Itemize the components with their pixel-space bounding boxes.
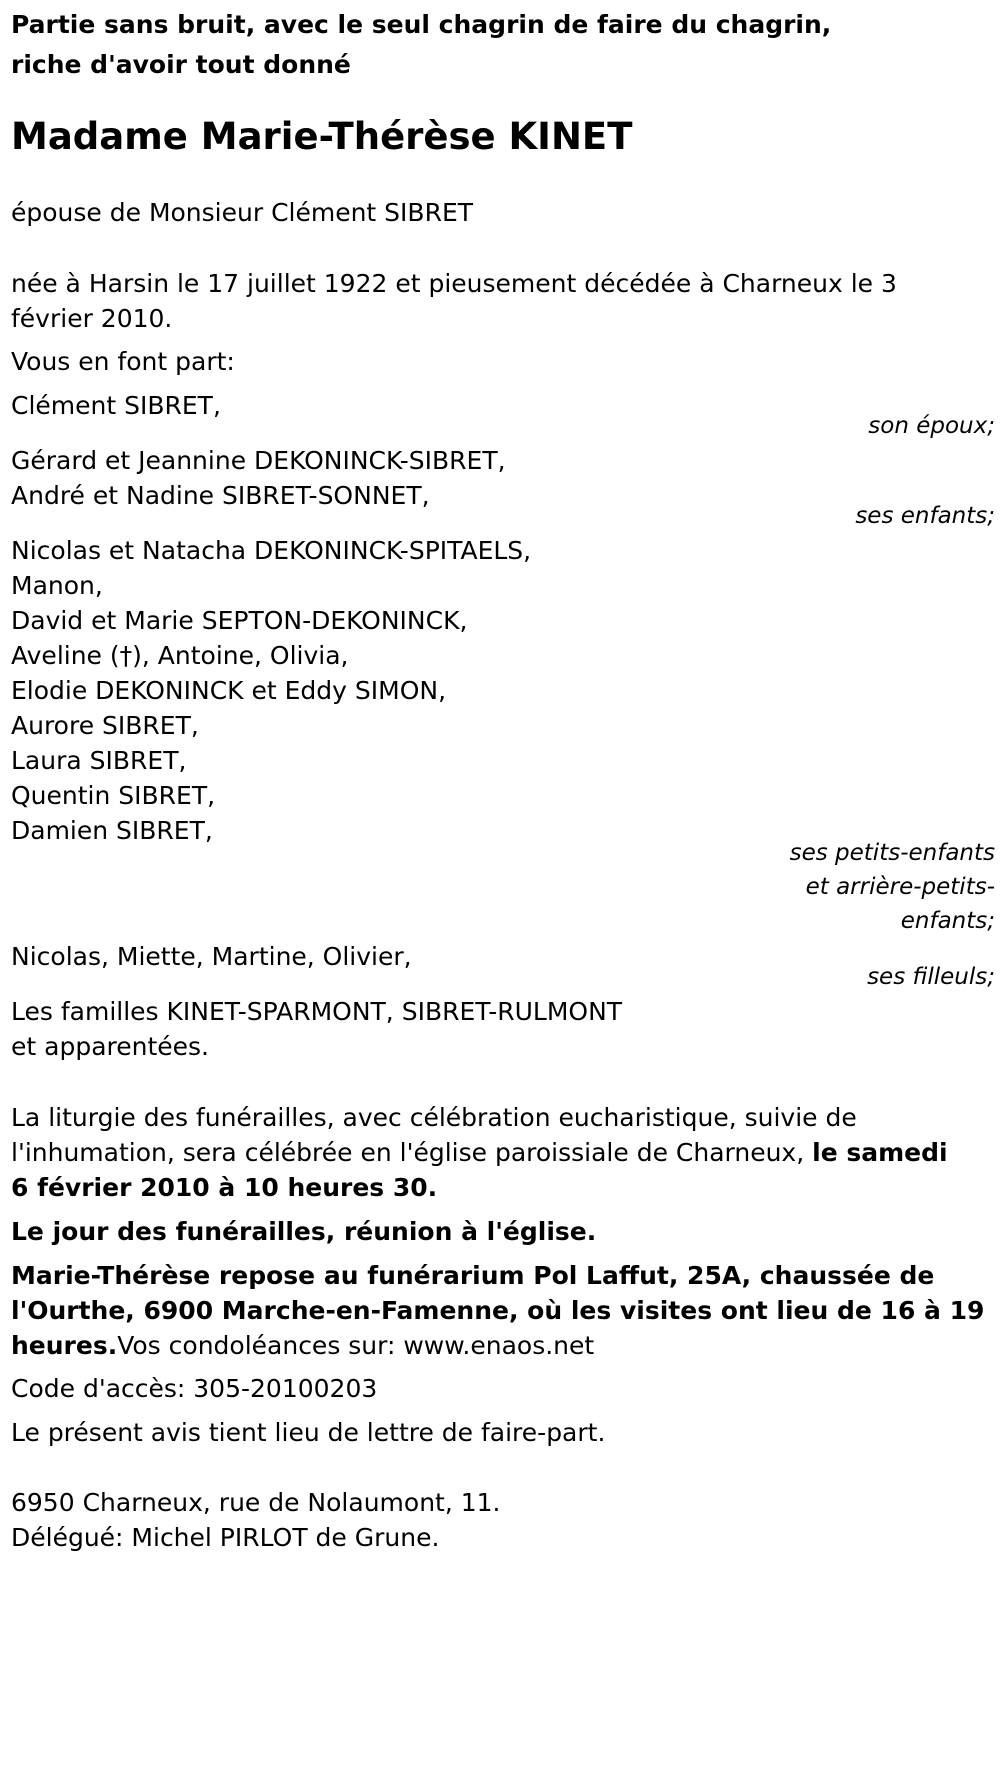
repose-line-2: l'Ourthe, 6900 Marche-en-Famenne, où les visites ont lieu de 16 à 19: [11, 1296, 985, 1325]
grandchild-name: David et Marie SEPTON-DEKONINCK,: [11, 606, 468, 635]
spouse-relation: son époux;: [868, 413, 995, 439]
condolences-link[interactable]: Vos condoléances sur: www.enaos.net: [117, 1331, 595, 1360]
children-relation: ses enfants;: [855, 503, 995, 529]
epigraph-line-2: riche d'avoir tout donné: [11, 50, 351, 79]
address: 6950 Charneux, rue de Nolaumont, 11.: [11, 1488, 501, 1517]
grandchild-name: Aveline (†), Antoine, Olivia,: [11, 641, 349, 670]
epigraph-line-1: Partie sans bruit, avec le seul chagrin de faire du chagrin,: [11, 10, 832, 39]
liturgy-date-start: le samedi: [812, 1138, 948, 1167]
birth-death-line-2: février 2010.: [11, 304, 173, 333]
meeting-info: Le jour des funérailles, réunion à l'église.: [11, 1217, 597, 1246]
liturgy-line-2: [11, 1133, 948, 1173]
grandchild-name: Laura SIBRET,: [11, 746, 187, 775]
families-line-2: et apparentées.: [11, 1032, 209, 1061]
grandchildren-relation: enfants;: [900, 908, 995, 934]
child-name: André et Nadine SIBRET-SONNET,: [11, 481, 430, 510]
families-line-1: Les familles KINET-SPARMONT, SIBRET-RULMONT: [11, 997, 623, 1026]
notice-text: Le présent avis tient lieu de lettre de faire-part.: [11, 1418, 606, 1447]
liturgy-text: l'inhumation, sera célébrée en l'église paroissiale de Charneux,: [11, 1138, 813, 1167]
access-code: Code d'accès: 305-20100203: [11, 1374, 378, 1403]
deceased-name: Madame Marie-Thérèse KINET: [11, 115, 633, 158]
spouse-line: épouse de Monsieur Clément SIBRET: [11, 198, 474, 227]
grandchild-name: Damien SIBRET,: [11, 816, 213, 845]
liturgy-line-1: La liturgie des funérailles, avec célébration eucharistique, suivie de: [11, 1103, 857, 1132]
grandchild-name: Aurore SIBRET,: [11, 711, 199, 740]
announce-intro: Vous en font part:: [11, 347, 235, 376]
repose-line-1: Marie-Thérèse repose au funérarium Pol Laffut, 25A, chaussée de: [11, 1261, 935, 1290]
child-name: Gérard et Jeannine DEKONINCK-SIBRET,: [11, 446, 506, 475]
spouse-name: Clément SIBRET,: [11, 391, 221, 420]
godchildren-names: Nicolas, Miette, Martine, Olivier,: [11, 942, 412, 971]
grandchild-name: Quentin SIBRET,: [11, 781, 216, 810]
delegate: Délégué: Michel PIRLOT de Grune.: [11, 1523, 440, 1552]
grandchild-name: Elodie DEKONINCK et Eddy SIMON,: [11, 676, 447, 705]
repose-line-3: [11, 1326, 594, 1366]
grandchild-name: Nicolas et Natacha DEKONINCK-SPITAELS,: [11, 536, 532, 565]
godchildren-relation: ses filleuls;: [867, 964, 995, 990]
liturgy-date: 6 février 2010 à 10 heures 30.: [11, 1173, 438, 1202]
grandchild-name: Manon,: [11, 571, 103, 600]
repose-hours: heures.: [11, 1331, 118, 1360]
grandchildren-relation: ses petits-enfants: [789, 840, 995, 866]
birth-death-line-1: née à Harsin le 17 juillet 1922 et pieusement décédée à Charneux le 3: [11, 269, 897, 298]
grandchildren-relation: et arrière-petits-: [805, 874, 995, 900]
